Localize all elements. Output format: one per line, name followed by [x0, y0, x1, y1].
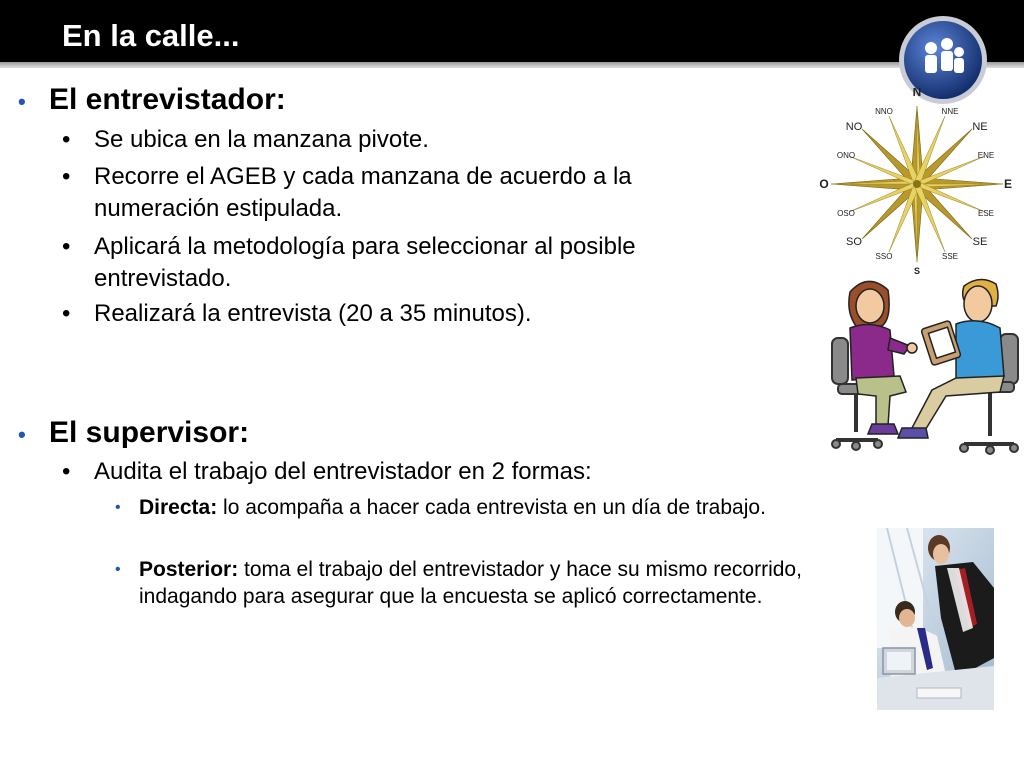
compass-label-ene: ENE — [977, 151, 995, 160]
compass-label-ne: NE — [972, 121, 988, 133]
bullet: • — [18, 89, 26, 114]
compass-label-s: S — [913, 266, 921, 276]
list-item: • Aplicará la metodología para seleccionar al posible entrevistado. — [62, 233, 636, 292]
sub-list-item-posterior: • Posterior: toma el trabajo del entrevistador y hace su mismo recorrido, indagando para asegurar que la encuesta se aplicó correctamente. — [115, 558, 802, 608]
compass-label-n: N — [912, 88, 922, 99]
compass-label-e: E — [1003, 177, 1013, 191]
list-item: • Recorre el AGEB y cada manzana de acuerdo a la numeración estipulada. — [62, 163, 632, 222]
compass-label-sse: SSE — [941, 252, 959, 261]
title-underline — [0, 62, 1024, 68]
compass-label-nne: NNE — [941, 107, 959, 116]
compass-label-nno: NNO — [875, 107, 893, 116]
compass-label-oso: OSO — [837, 209, 855, 218]
office-photo — [877, 528, 994, 710]
interview-illustration — [828, 272, 1024, 462]
compass-label-ono: ONO — [836, 151, 856, 160]
compass-label-no: NO — [845, 121, 863, 133]
bullet: • — [18, 422, 26, 447]
compass-label-se: SE — [972, 236, 988, 248]
compass-rose-icon — [814, 88, 1024, 276]
compass-label-o: O — [819, 177, 829, 191]
compass-label-so: SO — [846, 236, 862, 248]
slide-title: En la calle... — [62, 18, 240, 53]
list-item: • Realizará la entrevista (20 a 35 minutos). — [62, 300, 532, 327]
compass-label-sso: SSO — [875, 252, 893, 261]
list-item: • Audita el trabajo del entrevistador en 2 formas: — [62, 458, 592, 485]
list-item: • Se ubica en la manzana pivote. — [62, 126, 429, 153]
compass-label-ese: ESE — [977, 209, 995, 218]
sub-list-item-direct: • Directa: lo acompaña a hacer cada entrevista en un día de trabajo. — [115, 496, 766, 519]
